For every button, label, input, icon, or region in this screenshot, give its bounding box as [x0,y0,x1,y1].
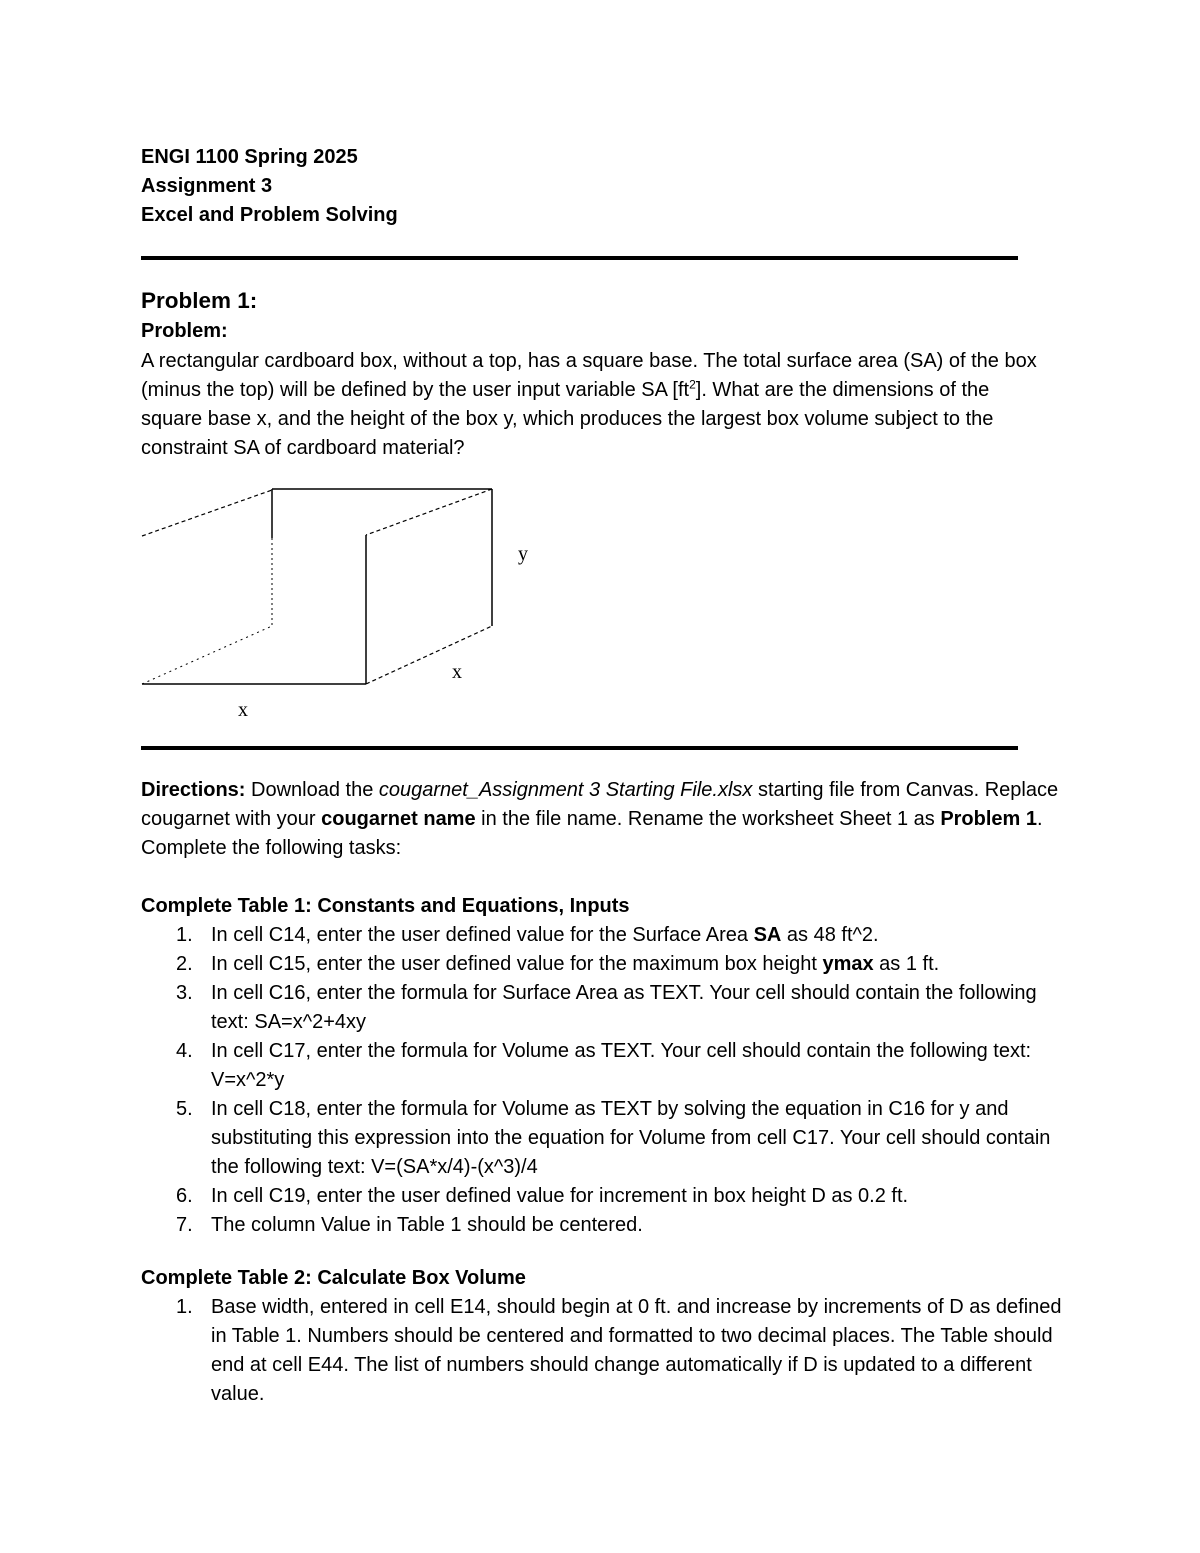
list-item [141,1037,1066,1095]
list-item-number: 6. [176,1185,193,1207]
list-item-number: 4. [176,1040,193,1062]
list-item-text-end: as 1 ft. [873,953,940,975]
list-item-number: 1. [176,924,193,946]
list-item-number: 7. [176,1214,193,1236]
list-item-text: In cell C19, enter the user defined value for increment in box height D as 0.2 ft. [211,1185,909,1207]
list-item-text: Base width, entered in cell E14, should begin at 0 ft. and increase by increments of D as defined in Table 1. Numbers should be centered and formatted to two decimal places. The Table should end at cell E44. The list of numbers should change automatically if D is updated to a different value. [211,1296,1062,1405]
diagram-label-y: y [518,543,528,565]
directions-bold-cougarnet: cougarnet name [321,808,476,830]
list-item [141,1293,1066,1409]
list-item [141,1211,1066,1240]
directions-text3: in the file name. Rename the worksheet Sheet 1 as [475,808,941,830]
table1-section [141,892,1066,1240]
diagram-label-x-bottom: x [238,699,248,721]
subtitle-line: Excel and Problem Solving [141,204,398,226]
assignment-line: Assignment 3 [141,175,273,197]
diagram-back-top-edge [142,490,272,536]
horizontal-rule-top [141,256,1018,260]
list-item-number: 1. [176,1296,193,1318]
directions-filename: cougarnet_Assignment 3 Starting File.xlsx [378,779,753,801]
list-item-text: In cell C15, enter the user defined value for the maximum box height [211,953,823,975]
list-item-bold: ymax [822,953,874,975]
diagram-bottom-right-diagonal [366,626,492,684]
directions-paragraph [141,776,1061,863]
problem-heading: Problem 1: [141,288,258,313]
list-item-number: 5. [176,1098,193,1120]
problem-text-part1: A rectangular cardboard box, without a top, has a square base. The total surface area (SA) of the box (minus the top) will be defined by the user input variable SA [ft [141,350,1037,401]
horizontal-rule-bottom [141,746,1018,750]
directions-text2: starting file from Canvas. Replace cougarnet with your [141,779,1059,830]
table1-task-list [141,921,1066,1240]
course-line: ENGI 1100 Spring 2025 [141,146,358,168]
list-item-text: In cell C17, enter the formula for Volume as TEXT. Your cell should contain the following text: V=x^2*y [211,1040,1032,1091]
list-item-text: In cell C16, enter the formula for Surface Area as TEXT. Your cell should contain the following text: SA=x^2+4xy [211,982,1037,1033]
diagram-front-top-diagonal [366,489,492,535]
list-item-text-end: as 48 ft^2. [781,924,879,946]
table2-section [141,1264,1066,1409]
table1-title: Complete Table 1: Constants and Equations, Inputs [141,895,630,917]
problem-statement [141,347,1041,463]
list-item-text: The column Value in Table 1 should be centered. [211,1214,643,1236]
directions-label: Directions: [141,779,246,801]
table2-task-list [141,1293,1066,1409]
list-item-text: In cell C18, enter the formula for Volume as TEXT by solving the equation in C16 for y and substituting this expression into the equation for Volume from cell C17. Your cell should contain the following text: V=(SA*x/4)-(x^3)/4 [211,1098,1051,1178]
document-header [141,143,398,230]
problem-text-part2: ]. What are the dimensions of the square base x, and the height of the box y, which produces the largest box volume subject to the constraint SA of cardboard material? [141,379,994,459]
list-item [141,1095,1066,1182]
list-item-number: 2. [176,953,193,975]
list-item-text: In cell C14, enter the user defined value for the Surface Area [211,924,754,946]
box-diagram [130,478,550,728]
directions-text1: Download the [245,779,379,801]
diagram-hidden-bottom-diagonal [142,626,272,684]
table2-title: Complete Table 2: Calculate Box Volume [141,1267,526,1289]
directions-text4: . Complete the following tasks: [141,808,1043,859]
list-item [141,1182,1066,1211]
directions-bold-problem: Problem 1 [940,808,1038,830]
list-item [141,921,1066,950]
list-item [141,979,1066,1037]
problem-superscript: 2 [689,377,696,392]
problem-subheading: Problem: [141,320,228,342]
list-item-number: 3. [176,982,193,1004]
list-item [141,950,1066,979]
diagram-label-x-right: x [452,661,462,683]
list-item-bold: SA [753,924,782,946]
